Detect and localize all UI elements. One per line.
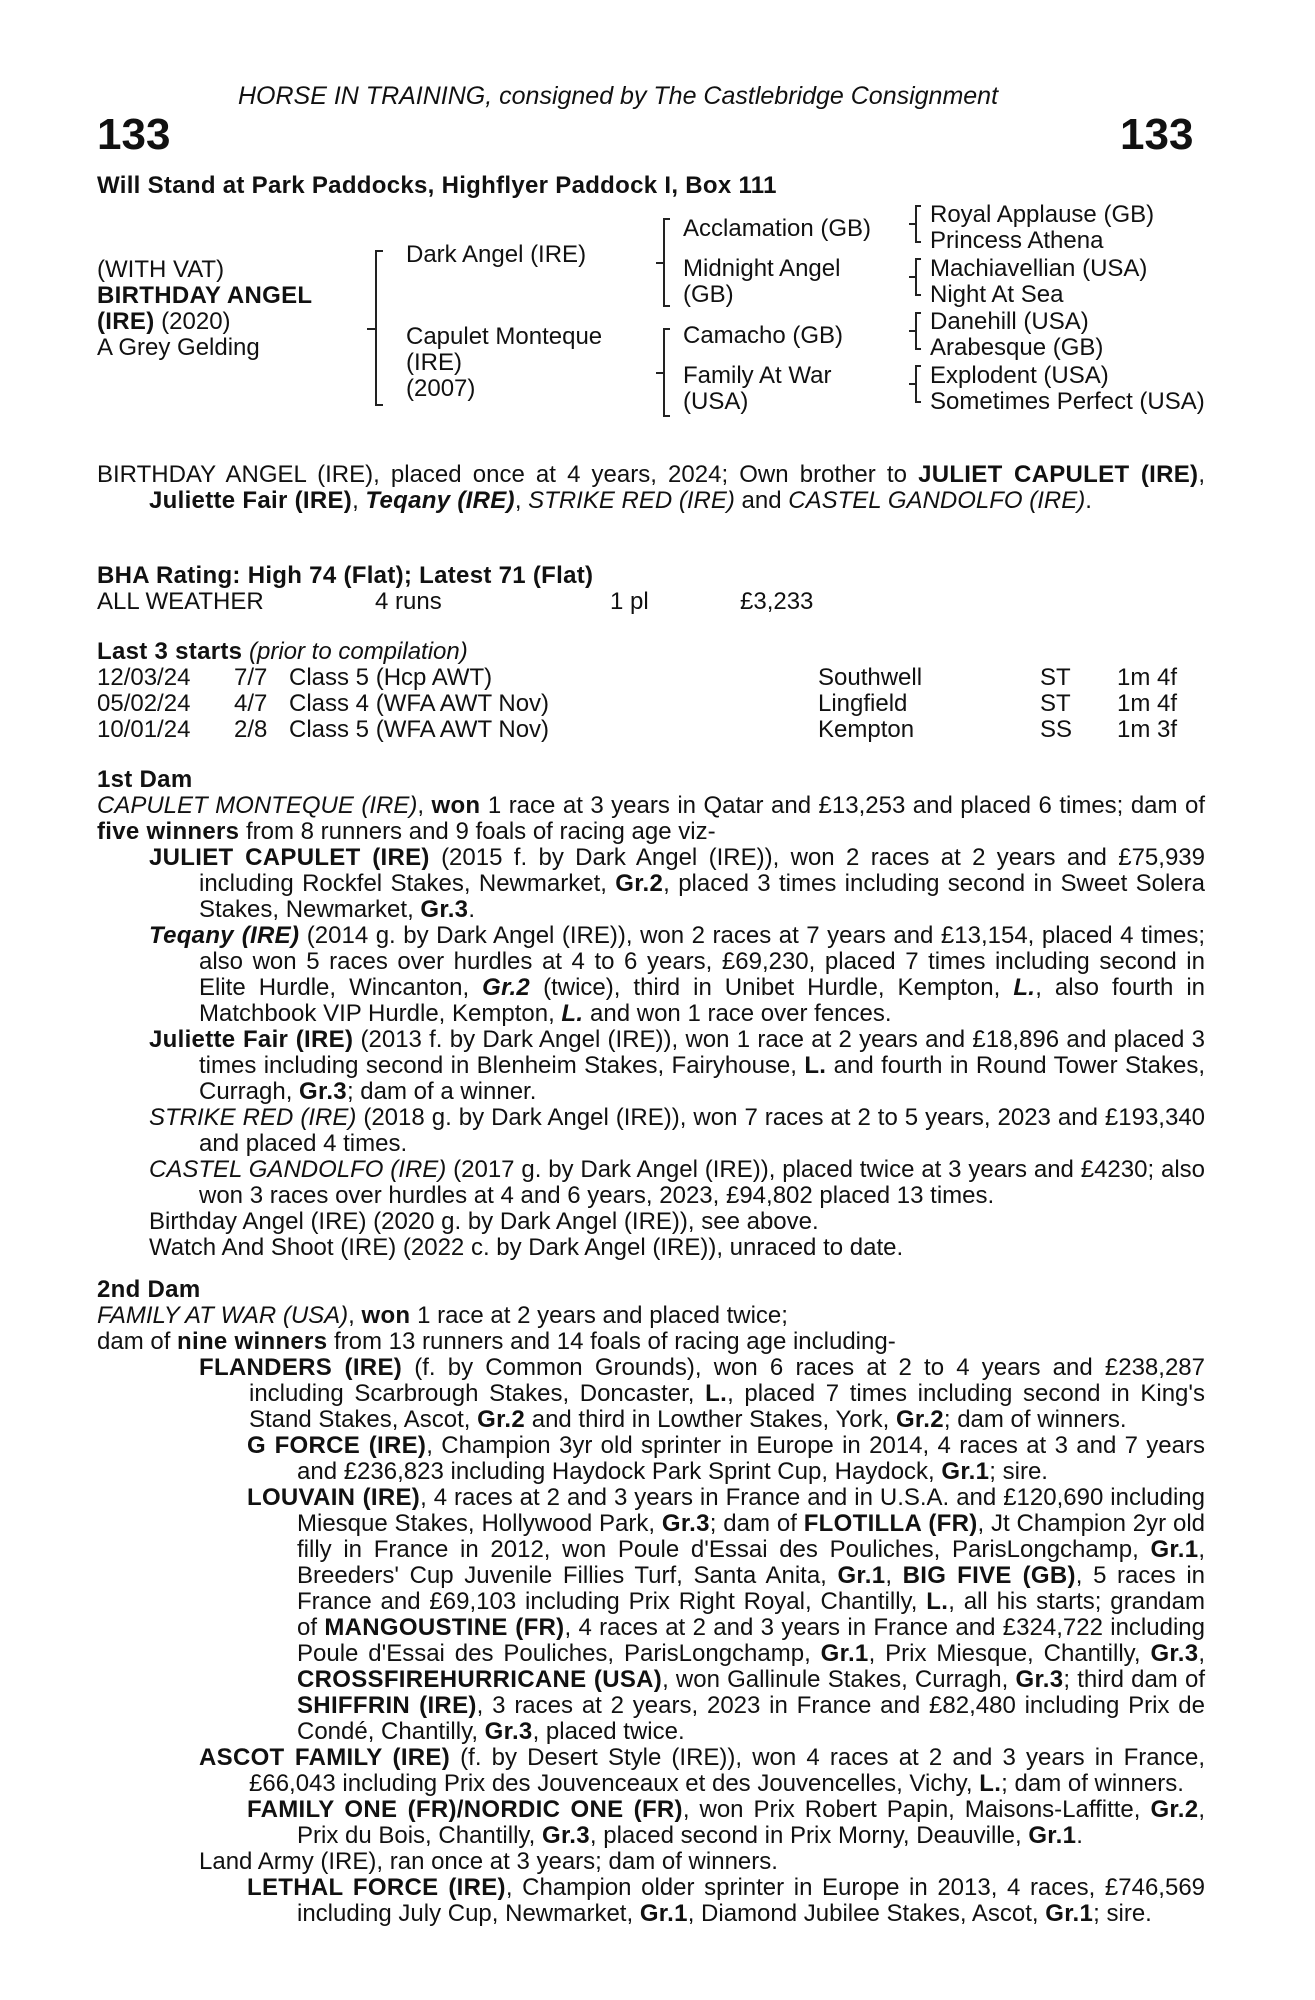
start-race: Class 4 (WFA AWT Nov) (289, 690, 550, 717)
first-dam-section (97, 793, 1205, 1261)
start-distance: 1m 3f (1117, 716, 1178, 743)
pedigree-dam-line3: (2007) (406, 375, 476, 402)
rating-placed: 1 pl (610, 588, 649, 615)
pedigree-dam-sire: Camacho (GB) (683, 322, 844, 349)
bha-rating: BHA Rating: High 74 (Flat); Latest 71 (Flat) (97, 562, 594, 589)
start-distance: 1m 4f (1117, 664, 1178, 691)
pedigree-sire-sire: Acclamation (GB) (683, 215, 872, 242)
list-item: Watch And Shoot (IRE) (2022 c. by Dark Angel (IRE)), unraced to date. (149, 1234, 904, 1261)
rating-surface: ALL WEATHER (97, 588, 264, 615)
vat-note: (WITH VAT) (97, 256, 225, 283)
start-position: 4/7 (234, 690, 268, 717)
pedigree-sds: Machiavellian (USA) (930, 255, 1148, 282)
pedigree-sire-dam-line2: (GB) (683, 281, 734, 308)
start-date: 12/03/24 (97, 664, 191, 691)
start-course: Southwell (818, 664, 923, 691)
stand-location: Will Stand at Park Paddocks, Highflyer Paddock I, Box 111 (97, 172, 777, 199)
second-dam-heading: 2nd Dam (97, 1276, 201, 1303)
summary-paragraph: BIRTHDAY ANGEL (IRE), placed once at 4 years, 2024; Own brother to JULIET CAPULET (IRE), Juliette Fair (IRE), Teqany (IRE), STRIKE RED (IRE) and CASTEL GANDOLFO (IRE). (97, 461, 1205, 514)
second-dam-intro: FAMILY AT WAR (USA), won 1 race at 2 years and placed twice; (97, 1302, 788, 1329)
horse-name: BIRTHDAY ANGEL (97, 282, 313, 309)
list-item: JULIET CAPULET (IRE) (2015 f. by Dark Angel (IRE)), won 2 races at 2 years and £75,939 including Rockfel Stakes, Newmarket, Gr.2, placed 3 times including second in Sweet Solera Stakes, Newmarket, Gr.3. (149, 844, 1205, 923)
start-distance: 1m 4f (1117, 690, 1178, 717)
pedigree-sdd: Night At Sea (930, 281, 1064, 308)
list-item: G FORCE (IRE), Champion 3yr old sprinter in Europe in 2014, 4 races at 3 and 7 years and £236,823 including Haydock Park Sprint Cup, Haydock, Gr.1; sire. (247, 1432, 1205, 1485)
first-dam-heading: 1st Dam (97, 766, 193, 793)
list-item: FLANDERS (IRE) (f. by Common Grounds), won 6 races at 2 to 4 years and £238,287 including Scarbrough Stakes, Doncaster, L., placed 7 times including second in King's Stand Stakes, Ascot, Gr.2 and third in Lowther Stakes, York, Gr.2; dam of winners. (199, 1354, 1205, 1433)
pedigree-dam-dam-line1: Family At War (683, 362, 832, 389)
pedigree-dam-line1: Capulet Monteque (406, 323, 603, 350)
list-item: LOUVAIN (IRE), 4 races at 2 and 3 years in France and in U.S.A. and £120,690 including Miesque Stakes, Hollywood Park, Gr.3; dam of FLOTILLA (FR), Jt Champion 2yr old filly in France in 2012, won Poule d'Essai des Pouliches, ParisLongchamp, Gr.1, Breeders' Cup Juvenile Fillies Turf, Santa Anita, Gr.1, BIG FIVE (GB), 5 races in France and £69,103 including Prix Right Royal, Chantilly, L., all his starts; grandam of MANGOUSTINE (FR), 4 races at 2 and 3 years in France and £324,722 including Poule d'Essai des Pouliches, ParisLongchamp, Gr.1, Prix Miesque, Chantilly, Gr.3, CROSSFIREHURRICANE (USA), won Gallinule Stakes, Curragh, Gr.3; third dam of SHIFFRIN (IRE), 3 races at 2 years, 2023 in France and £82,480 including Prix de Condé, Chantilly, Gr.3, placed twice. (247, 1484, 1206, 1745)
list-item: CASTEL GANDOLFO (IRE) (2017 g. by Dark Angel (IRE)), placed twice at 3 years and £4230; also won 3 races over hurdles at 4 and 6 years, 2023, £94,802 placed 13 times. (149, 1156, 1205, 1209)
second-dam-section (97, 1303, 1205, 1927)
pedigree-dds: Explodent (USA) (930, 362, 1109, 389)
horse-country-year: (IRE) (2020) (97, 308, 231, 335)
lot-number-left: 133 (97, 110, 171, 159)
rating-runs: 4 runs (375, 588, 442, 615)
list-item: Juliette Fair (IRE) (2013 f. by Dark Angel (IRE)), won 1 race at 2 years and £18,896 and placed 3 times including second in Blenheim Stakes, Fairyhouse, L. and fourth in Round Tower Stakes, Curragh, Gr.3; dam of a winner. (149, 1026, 1206, 1105)
pedigree-dam-line2: (IRE) (406, 349, 462, 376)
catalogue-header: HORSE IN TRAINING, consigned by The Castlebridge Consignment (238, 82, 999, 110)
list-item: LETHAL FORCE (IRE), Champion older sprinter in Europe in 2013, 4 races, £746,569 including July Cup, Newmarket, Gr.1, Diamond Jubilee Stakes, Ascot, Gr.1; sire. (247, 1874, 1206, 1927)
list-item: FAMILY ONE (FR)/NORDIC ONE (FR), won Prix Robert Papin, Maisons-Laffitte, Gr.2, Prix du Bois, Chantilly, Gr.3, placed second in Prix Morny, Deauville, Gr.1. (247, 1796, 1206, 1849)
list-item: STRIKE RED (IRE) (2018 g. by Dark Angel (IRE)), won 7 races at 2 to 5 years, 2023 and £193,340 and placed 4 times. (149, 1104, 1206, 1157)
lot-number-right: 133 (1120, 110, 1194, 159)
pedigree-ddd: Sometimes Perfect (USA) (930, 388, 1205, 415)
start-race: Class 5 (WFA AWT Nov) (289, 716, 550, 743)
pedigree-ssd: Princess Athena (930, 227, 1104, 254)
last-starts-heading: Last 3 starts (prior to compilation) (97, 638, 468, 665)
pedigree-sss: Royal Applause (GB) (930, 201, 1155, 228)
second-dam-intro-2: dam of nine winners from 13 runners and 14 foals of racing age including- (97, 1328, 896, 1355)
start-date: 10/01/24 (97, 716, 191, 743)
pedigree-dsd: Arabesque (GB) (930, 334, 1104, 361)
list-item: Teqany (IRE) (2014 g. by Dark Angel (IRE)), won 2 races at 7 years and £13,154, placed 4 times; also won 5 races over hurdles at 4 to 6 years, £69,230, placed 7 times including second in Elite Hurdle, Wincanton, Gr.2 (twice), third in Unibet Hurdle, Kempton, L., also fourth in Matchbook VIP Hurdle, Kempton, L. and won 1 race over fences. (149, 922, 1206, 1027)
start-course: Lingfield (818, 690, 908, 717)
start-going: ST (1040, 664, 1071, 691)
pedigree-dam-dam-line2: (USA) (683, 388, 749, 415)
list-item: Land Army (IRE), ran once at 3 years; dam of winners. (199, 1848, 778, 1875)
first-dam-intro: CAPULET MONTEQUE (IRE), won 1 race at 3 years in Qatar and £13,253 and placed 6 times; dam of five winners from 8 runners and 9 foals of racing age viz- (97, 792, 1205, 845)
horse-description: A Grey Gelding (97, 334, 260, 361)
pedigree-sire: Dark Angel (IRE) (406, 241, 587, 268)
start-position: 2/8 (234, 716, 268, 743)
start-course: Kempton (818, 716, 915, 743)
start-date: 05/02/24 (97, 690, 191, 717)
start-going: SS (1040, 716, 1073, 743)
start-going: ST (1040, 690, 1071, 717)
start-position: 7/7 (234, 664, 268, 691)
pedigree-sire-dam-line1: Midnight Angel (683, 255, 841, 282)
pedigree-dss: Danehill (USA) (930, 308, 1089, 335)
list-item: ASCOT FAMILY (IRE) (f. by Desert Style (IRE)), won 4 races at 2 and 3 years in France, £66,043 including Prix des Jouvenceaux et des Jouvencelles, Vichy, L.; dam of winners. (199, 1744, 1205, 1797)
rating-prize: £3,233 (740, 588, 814, 615)
list-item: Birthday Angel (IRE) (2020 g. by Dark Angel (IRE)), see above. (149, 1208, 819, 1235)
start-race: Class 5 (Hcp AWT) (289, 664, 493, 691)
